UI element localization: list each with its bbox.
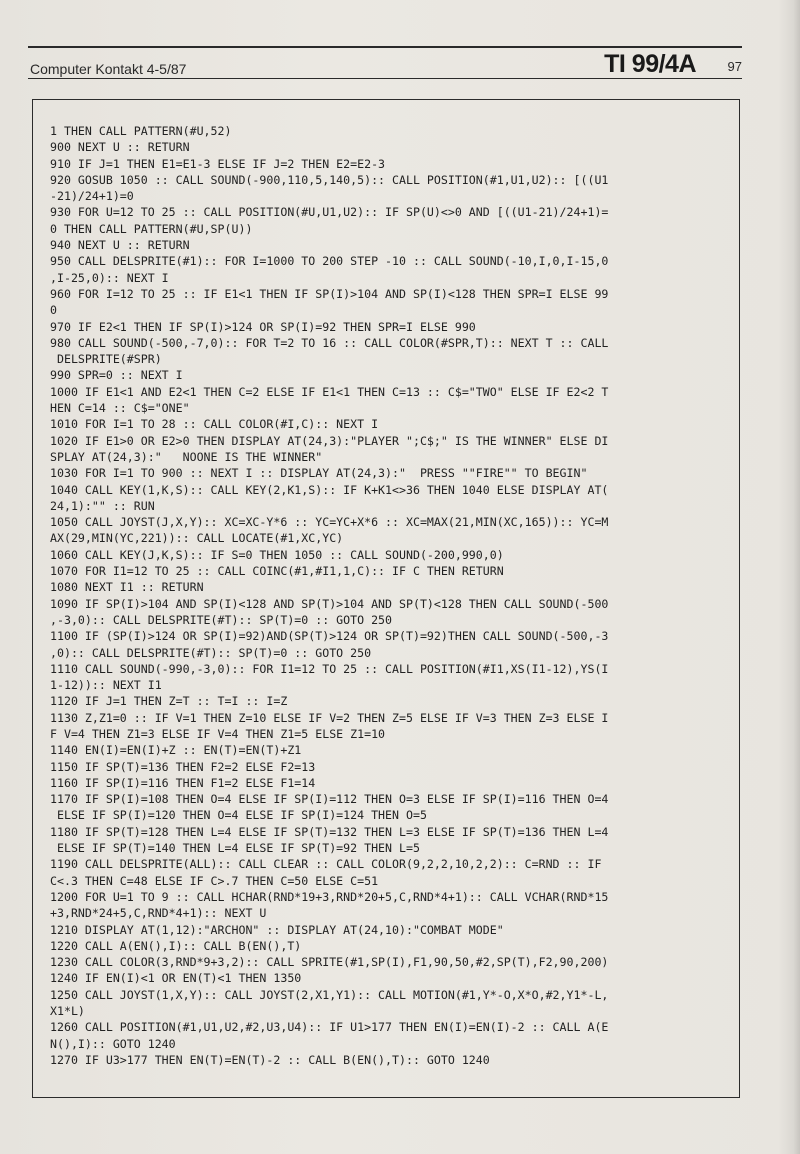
code-line: 1080 NEXT I1 :: RETURN [50,580,204,595]
section-title: TI 99/4A [604,50,696,78]
code-line: 1230 CALL COLOR(3,RND*9+3,2):: CALL SPRITE(#1,SP(I),F1,90,50,#2,SP(T),F2,90,200) [50,955,609,970]
code-line: 1 THEN CALL PATTERN(#U,52) [50,124,232,138]
code-line: 970 IF E2<1 THEN IF SP(I)>124 OR SP(I)=92 THEN SPR=I ELSE 990 [50,319,476,334]
code-line: 1100 IF (SP(I)>124 OR SP(I)=92)AND(SP(T)>124 OR SP(T)=92)THEN CALL SOUND(-500,-3 [50,629,609,644]
page-header [28,50,742,80]
code-line: 930 FOR U=12 TO 25 :: CALL POSITION(#U,U1,U2):: IF SP(U)<>0 AND [((U1-21)/24+1)= [50,205,609,220]
code-line: X1*L) [50,1004,85,1019]
code-line: 1140 EN(I)=EN(I)+Z :: EN(T)=EN(T)+Z1 [50,743,302,758]
code-line: ,0):: CALL DELSPRITE(#T):: SP(T)=0 :: GOTO 250 [50,645,372,660]
code-line: 1270 IF U3>177 THEN EN(T)=EN(T)-2 :: CALL B(EN(),T):: GOTO 1240 [50,1052,490,1067]
code-line: 1180 IF SP(T)=128 THEN L=4 ELSE IF SP(T)=132 THEN L=3 ELSE IF SP(T)=136 THEN L=4 [50,824,609,839]
page-edge-shadow [778,0,800,1154]
code-line: -21)/24+1)=0 [50,189,134,204]
code-line: 950 CALL DELSPRITE(#1):: FOR I=1000 TO 200 STEP -10 :: CALL SOUND(-10,I,0,I-15,0 [50,254,609,269]
code-line: 900 NEXT U :: RETURN [50,140,190,155]
code-line: 0 THEN CALL PATTERN(#U,SP(U)) [50,221,253,236]
code-line: 1240 IF EN(I)<1 OR EN(T)<1 THEN 1350 [50,971,302,986]
page-number: 97 [727,59,742,74]
code-line: F V=4 THEN Z1=3 ELSE IF V=4 THEN Z1=5 ELSE Z1=10 [50,726,386,741]
code-line: 990 SPR=0 :: NEXT I [50,368,183,383]
code-line: 0 [50,303,57,318]
code-line: 1250 CALL JOYST(1,X,Y):: CALL JOYST(2,X1,Y1):: CALL MOTION(#1,Y*-O,X*O,#2,Y1*-L, [50,987,609,1002]
code-line: ,-3,0):: CALL DELSPRITE(#T):: SP(T)=0 :: GOTO 250 [50,612,393,627]
code-line: 1220 CALL A(EN(),I):: CALL B(EN(),T) [50,938,302,953]
code-line: 910 IF J=1 THEN E1=E1-3 ELSE IF J=2 THEN E2=E2-3 [50,156,386,171]
code-line: 1120 IF J=1 THEN Z=T :: T=I :: I=Z [50,694,288,709]
code-line: 1150 IF SP(T)=136 THEN F2=2 ELSE F2=13 [50,759,316,774]
code-line: ELSE IF SP(I)=120 THEN O=4 ELSE IF SP(I)=124 THEN O=5 [50,808,427,823]
code-line: 1110 CALL SOUND(-990,-3,0):: FOR I1=12 TO 25 :: CALL POSITION(#I1,XS(I1-12),YS(I [50,661,609,676]
code-line: C<.3 THEN C=48 ELSE IF C>.7 THEN C=50 ELSE C=51 [50,873,379,888]
code-line: 1000 IF E1<1 AND E2<1 THEN C=2 ELSE IF E1<1 THEN C=13 :: C$="TWO" ELSE IF E2<2 T [50,384,609,399]
code-line: N(),I):: GOTO 1240 [50,1036,176,1051]
code-line: 1130 Z,Z1=0 :: IF V=1 THEN Z=10 ELSE IF V=2 THEN Z=5 ELSE IF V=3 THEN Z=3 ELSE I [50,710,609,725]
code-line: DELSPRITE(#SPR) [50,352,162,367]
code-line: 1010 FOR I=1 TO 28 :: CALL COLOR(#I,C):: NEXT I [50,417,379,432]
code-line: 1060 CALL KEY(J,K,S):: IF S=0 THEN 1050 :: CALL SOUND(-200,990,0) [50,547,504,562]
code-line: 920 GOSUB 1050 :: CALL SOUND(-900,110,5,140,5):: CALL POSITION(#1,U1,U2):: [((U1 [50,172,609,187]
code-line: 1-12)):: NEXT I1 [50,678,162,693]
magazine-issue: Computer Kontakt 4-5/87 [30,61,187,77]
code-line: 1190 CALL DELSPRITE(ALL):: CALL CLEAR :: CALL COLOR(9,2,2,10,2,2):: C=RND :: IF [50,857,602,872]
code-line: 1160 IF SP(I)=116 THEN F1=2 ELSE F1=14 [50,775,316,790]
code-line: AX(29,MIN(YC,221)):: CALL LOCATE(#1,XC,YC) [50,531,344,546]
code-line: 1020 IF E1>0 OR E2>0 THEN DISPLAY AT(24,3):"PLAYER ";C$;" IS THE WINNER" ELSE DI [50,433,609,448]
code-line: 1090 IF SP(I)>104 AND SP(I)<128 AND SP(T)>104 AND SP(T)<128 THEN CALL SOUND(-500 [50,596,609,611]
code-line: 1040 CALL KEY(1,K,S):: CALL KEY(2,K1,S):: IF K+K1<>36 THEN 1040 ELSE DISPLAY AT( [50,482,609,497]
code-line: 980 CALL SOUND(-500,-7,0):: FOR T=2 TO 16 :: CALL COLOR(#SPR,T):: NEXT T :: CALL [50,335,609,350]
code-line: 1030 FOR I=1 TO 900 :: NEXT I :: DISPLAY AT(24,3):" PRESS ""FIRE"" TO BEGIN" [50,466,588,481]
code-line: 1050 CALL JOYST(J,X,Y):: XC=XC-Y*6 :: YC=YC+X*6 :: XC=MAX(21,MIN(XC,165)):: YC=M [50,515,609,530]
code-line: +3,RND*24+5,C,RND*4+1):: NEXT U [50,906,267,921]
code-line: 24,1):"" :: RUN [50,498,155,513]
code-line: 940 NEXT U :: RETURN [50,238,190,253]
code-line: SPLAY AT(24,3):" NOONE IS THE WINNER" [50,449,323,464]
code-line: ELSE IF SP(T)=140 THEN L=4 ELSE IF SP(T)=92 THEN L=5 [50,841,420,856]
basic-listing [50,123,720,1068]
code-line: ,I-25,0):: NEXT I [50,270,169,285]
code-line: 1260 CALL POSITION(#1,U1,U2,#2,U3,U4):: IF U1>177 THEN EN(I)=EN(I)-2 :: CALL A(E [50,1020,609,1035]
code-line: 1200 FOR U=1 TO 9 :: CALL HCHAR(RND*19+3,RND*20+5,C,RND*4+1):: CALL VCHAR(RND*15 [50,889,609,904]
code-line: 960 FOR I=12 TO 25 :: IF E1<1 THEN IF SP(I)>104 AND SP(I)<128 THEN SPR=I ELSE 99 [50,286,609,301]
code-line: 1170 IF SP(I)=108 THEN O=4 ELSE IF SP(I)=112 THEN O=3 ELSE IF SP(I)=116 THEN O=4 [50,792,609,807]
top-rule [28,46,742,48]
header-rule [28,78,742,79]
code-line: 1210 DISPLAY AT(1,12):"ARCHON" :: DISPLAY AT(24,10):"COMBAT MODE" [50,922,504,937]
code-line: 1070 FOR I1=12 TO 25 :: CALL COINC(#1,#I1,1,C):: IF C THEN RETURN [50,564,504,579]
code-line: HEN C=14 :: C$="ONE" [50,401,190,416]
